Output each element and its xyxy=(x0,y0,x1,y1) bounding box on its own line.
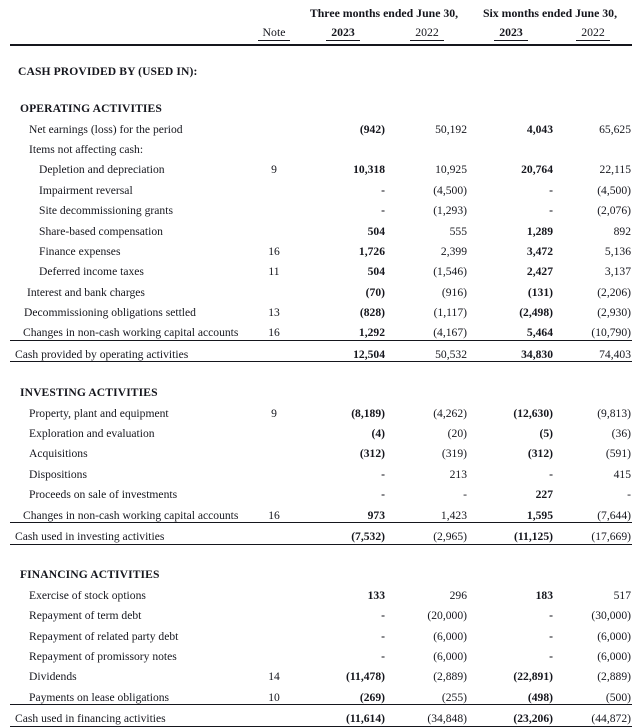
table-row xyxy=(10,582,632,602)
row-label: Payments on lease obligations xyxy=(29,690,170,704)
section-total-note xyxy=(248,523,300,544)
table-row xyxy=(10,218,632,238)
table-row xyxy=(10,197,632,217)
section-total-value-3: (23,206) xyxy=(468,705,554,726)
row-value-3: 1,595 xyxy=(526,508,553,522)
row-label: Items not affecting cash: xyxy=(29,142,144,156)
row-value-3: (12,630) xyxy=(513,406,553,420)
spacer-before-operating-cell xyxy=(10,78,632,95)
row-note-reference: 11 xyxy=(268,265,280,279)
row-note-reference: 13 xyxy=(268,306,280,320)
column-group-header-1: Three months ended June 30, xyxy=(309,6,459,21)
table-row xyxy=(10,602,632,622)
table-row xyxy=(10,441,632,461)
row-value-1: 10,318 xyxy=(353,163,385,177)
row-value-1: - xyxy=(381,609,385,623)
row-value-3: 20,764 xyxy=(521,163,553,177)
row-value-4: (6,000) xyxy=(597,649,631,663)
row-value-4: 892 xyxy=(613,224,631,238)
row-label: Site decommissioning grants xyxy=(39,204,173,218)
row-label: Deferred income taxes xyxy=(39,265,144,279)
section-total-row-financing xyxy=(10,705,632,726)
row-note-reference xyxy=(248,420,300,440)
year-column-header-label-4: 2022 xyxy=(576,27,610,41)
row-value-1 xyxy=(300,136,386,156)
row-value-3: 3,472 xyxy=(526,244,553,258)
row-value-2: (319) xyxy=(441,447,467,461)
table-row xyxy=(10,664,632,684)
row-value-3: - xyxy=(549,467,553,481)
section-title-row-investing xyxy=(10,379,632,399)
row-value-1: (312) xyxy=(359,447,385,461)
row-value-4 xyxy=(554,136,632,156)
year-column-header-label-3: 2023 xyxy=(494,27,528,41)
table-row xyxy=(10,177,632,197)
row-note-reference xyxy=(248,218,300,238)
row-note-reference xyxy=(248,602,300,622)
row-value-3: (5) xyxy=(539,427,553,441)
row-value-4: 3,137 xyxy=(604,265,631,279)
row-label: Interest and bank charges xyxy=(27,285,145,299)
row-value-4: (30,000) xyxy=(591,609,631,623)
section-total-label: Cash used in financing activities xyxy=(10,705,248,726)
cash-flow-table-body xyxy=(10,0,632,726)
year-column-header-3 xyxy=(468,22,554,44)
section-title-row-operating xyxy=(10,95,632,115)
spacer-before-financing-cell xyxy=(10,544,632,562)
row-value-2: (6,000) xyxy=(433,629,467,643)
spacer-before-investing-cell xyxy=(10,362,632,380)
row-value-4: (36) xyxy=(611,427,631,441)
row-value-4: 415 xyxy=(613,467,631,481)
row-note-reference xyxy=(248,623,300,643)
row-label: Repayment of related party debt xyxy=(29,629,179,643)
row-value-2 xyxy=(386,136,468,156)
row-note-reference xyxy=(248,279,300,299)
row-value-1: - xyxy=(381,467,385,481)
section-total-value-1: (7,532) xyxy=(300,523,386,544)
row-label: Property, plant and equipment xyxy=(29,406,169,420)
table-row xyxy=(10,420,632,440)
section-title-row-financing xyxy=(10,562,632,582)
row-label: Changes in non-cash working capital accounts xyxy=(23,508,239,522)
row-value-2: 555 xyxy=(449,224,467,238)
row-value-4: (2,206) xyxy=(597,285,631,299)
table-row xyxy=(10,400,632,420)
section-total-label: Cash used in investing activities xyxy=(10,523,248,544)
spacer-after-header-cell xyxy=(10,45,632,58)
section-total-row-operating xyxy=(10,341,632,362)
table-row xyxy=(10,259,632,279)
section-total-value-2: 50,532 xyxy=(386,341,468,362)
row-value-3: - xyxy=(549,204,553,218)
row-value-3 xyxy=(468,136,554,156)
table-row xyxy=(10,157,632,177)
table-row xyxy=(10,116,632,136)
row-value-2: 10,925 xyxy=(435,163,467,177)
row-note-reference xyxy=(248,197,300,217)
row-value-1: (4) xyxy=(371,427,385,441)
row-note-reference xyxy=(248,643,300,663)
row-value-2: (4,500) xyxy=(433,183,467,197)
row-value-1: 504 xyxy=(367,265,385,279)
row-value-3: (312) xyxy=(527,447,553,461)
row-value-4: 5,136 xyxy=(604,244,631,258)
year-column-header-1 xyxy=(300,22,386,44)
row-value-4: (2,076) xyxy=(597,204,631,218)
row-value-3: (22,891) xyxy=(513,670,553,684)
year-column-header-4 xyxy=(554,22,632,44)
row-note-reference xyxy=(248,441,300,461)
row-value-1: 504 xyxy=(367,224,385,238)
row-value-3: 2,427 xyxy=(526,265,553,279)
row-value-2: (2,889) xyxy=(433,670,467,684)
row-value-4: (591) xyxy=(605,447,631,461)
cash-flow-table xyxy=(10,0,632,727)
spacer-after-header xyxy=(10,45,632,58)
row-label: Finance expenses xyxy=(39,244,121,258)
section-total-value-4: (44,872) xyxy=(554,705,632,726)
row-label: Impairment reversal xyxy=(39,183,133,197)
row-value-4: (2,930) xyxy=(597,306,631,320)
section-title-operating: OPERATING ACTIVITIES xyxy=(20,102,162,116)
row-value-4: 22,115 xyxy=(599,163,631,177)
row-value-3: (131) xyxy=(527,285,553,299)
section-title-financing: FINANCING ACTIVITIES xyxy=(20,568,160,582)
row-label: Repayment of term debt xyxy=(29,609,142,623)
row-value-2: (1,546) xyxy=(433,265,467,279)
header-spacer-note xyxy=(248,0,300,22)
section-total-value-4: (17,669) xyxy=(554,523,632,544)
row-value-2: (255) xyxy=(441,690,467,704)
row-value-4: (500) xyxy=(605,690,631,704)
section-total-note xyxy=(248,705,300,726)
row-note-reference: 16 xyxy=(268,244,280,258)
row-value-2: (916) xyxy=(441,285,467,299)
table-header-years xyxy=(10,22,632,44)
table-row xyxy=(10,481,632,501)
section-title-investing: INVESTING ACTIVITIES xyxy=(20,386,158,400)
row-label: Acquisitions xyxy=(29,447,88,461)
section-total-label: Cash provided by operating activities xyxy=(10,341,248,362)
row-note-reference xyxy=(248,177,300,197)
table-row xyxy=(10,461,632,481)
row-value-2: 296 xyxy=(449,588,467,602)
row-value-4: 517 xyxy=(613,588,631,602)
row-value-3: 227 xyxy=(535,488,553,502)
row-value-3: (2,498) xyxy=(519,306,553,320)
statement-caption-row xyxy=(10,58,632,78)
row-note-reference xyxy=(248,461,300,481)
row-value-3: - xyxy=(549,649,553,663)
row-label: Share-based compensation xyxy=(39,224,163,238)
row-value-1: - xyxy=(381,183,385,197)
row-label: Exploration and evaluation xyxy=(29,427,155,441)
row-value-1: (11,478) xyxy=(346,670,385,684)
row-label: Repayment of promissory notes xyxy=(29,649,177,663)
row-value-3: (498) xyxy=(527,690,553,704)
note-column-header xyxy=(248,22,300,44)
year-column-header-label-1: 2023 xyxy=(326,27,360,41)
row-label: Decommissioning obligations settled xyxy=(24,306,196,320)
row-value-1: 973 xyxy=(367,508,385,522)
row-value-2: (20,000) xyxy=(427,609,467,623)
row-value-4: 65,625 xyxy=(599,122,631,136)
section-total-row-investing xyxy=(10,523,632,544)
spacer-before-operating xyxy=(10,78,632,95)
row-note-reference: 10 xyxy=(268,690,280,704)
header-blank xyxy=(10,22,248,44)
table-row xyxy=(10,684,632,705)
table-row xyxy=(10,623,632,643)
row-value-1: - xyxy=(381,629,385,643)
section-total-note xyxy=(248,341,300,362)
table-row xyxy=(10,238,632,258)
row-value-4: - xyxy=(627,488,631,502)
row-value-2: (6,000) xyxy=(433,649,467,663)
row-value-4: (2,889) xyxy=(597,670,631,684)
row-note-reference xyxy=(248,481,300,501)
row-value-1: 133 xyxy=(367,588,385,602)
row-value-2: 2,399 xyxy=(440,244,467,258)
section-total-value-2: (2,965) xyxy=(386,523,468,544)
row-value-4: (6,000) xyxy=(597,629,631,643)
section-total-value-3: (11,125) xyxy=(468,523,554,544)
row-value-1: (942) xyxy=(359,122,385,136)
table-row xyxy=(10,136,632,156)
row-note-reference: 9 xyxy=(271,406,277,420)
row-value-3: 1,289 xyxy=(526,224,553,238)
row-value-4: (10,790) xyxy=(591,326,631,340)
row-note-reference xyxy=(248,136,300,156)
row-value-3: - xyxy=(549,629,553,643)
section-total-value-2: (34,848) xyxy=(386,705,468,726)
row-value-1: (269) xyxy=(359,690,385,704)
row-note-reference xyxy=(248,582,300,602)
row-value-2: - xyxy=(463,488,467,502)
row-value-3: - xyxy=(549,183,553,197)
year-column-header-label-2: 2022 xyxy=(410,27,444,41)
row-value-2: 50,192 xyxy=(435,122,467,136)
row-note-reference: 16 xyxy=(268,326,280,340)
row-value-1: (828) xyxy=(359,306,385,320)
row-value-3: 183 xyxy=(535,588,553,602)
row-value-1: 1,726 xyxy=(358,244,385,258)
table-row xyxy=(10,643,632,663)
spacer-before-investing xyxy=(10,362,632,380)
row-value-4: (7,644) xyxy=(597,508,631,522)
row-value-2: (1,117) xyxy=(433,306,467,320)
section-total-value-1: (11,614) xyxy=(300,705,386,726)
statement-caption: CASH PROVIDED BY (USED IN): xyxy=(18,64,198,78)
row-label: Depletion and depreciation xyxy=(39,163,165,177)
column-group-header-2: Six months ended June 30, xyxy=(482,6,618,21)
row-value-1: 1,292 xyxy=(358,326,385,340)
table-row xyxy=(10,502,632,523)
row-label: Changes in non-cash working capital accounts xyxy=(23,326,239,340)
section-total-value-4: 74,403 xyxy=(554,341,632,362)
row-note-reference xyxy=(248,116,300,136)
row-value-1: - xyxy=(381,488,385,502)
row-value-1: - xyxy=(381,649,385,663)
section-total-value-1: 12,504 xyxy=(300,341,386,362)
row-value-1: - xyxy=(381,204,385,218)
row-value-2: 213 xyxy=(449,467,467,481)
section-total-value-3: 34,830 xyxy=(468,341,554,362)
header-spacer xyxy=(10,0,248,22)
row-label: Dispositions xyxy=(29,467,87,481)
row-label: Proceeds on sale of investments xyxy=(29,488,178,502)
row-value-2: (20) xyxy=(447,427,467,441)
row-value-1: (8,189) xyxy=(351,406,385,420)
table-row xyxy=(10,299,632,319)
row-value-3: 5,464 xyxy=(526,326,553,340)
row-value-2: (4,262) xyxy=(433,406,467,420)
row-label: Dividends xyxy=(29,670,77,684)
row-note-reference: 14 xyxy=(268,670,280,684)
row-note-reference: 9 xyxy=(271,163,277,177)
row-value-3: - xyxy=(549,609,553,623)
table-row xyxy=(10,279,632,299)
row-label: Exercise of stock options xyxy=(29,588,146,602)
row-note-reference: 16 xyxy=(268,508,280,522)
note-column-header-label: Note xyxy=(258,27,291,41)
row-value-4: (9,813) xyxy=(597,406,631,420)
spacer-before-financing xyxy=(10,544,632,562)
row-label: Net earnings (loss) for the period xyxy=(29,122,183,136)
table-row xyxy=(10,320,632,341)
row-value-3: 4,043 xyxy=(526,122,553,136)
year-column-header-2 xyxy=(386,22,468,44)
row-value-2: 1,423 xyxy=(440,508,467,522)
row-value-2: (1,293) xyxy=(433,204,467,218)
row-value-2: (4,167) xyxy=(433,326,467,340)
table-header-groups xyxy=(10,0,632,22)
row-value-4: (4,500) xyxy=(597,183,631,197)
row-value-1: (70) xyxy=(365,285,385,299)
